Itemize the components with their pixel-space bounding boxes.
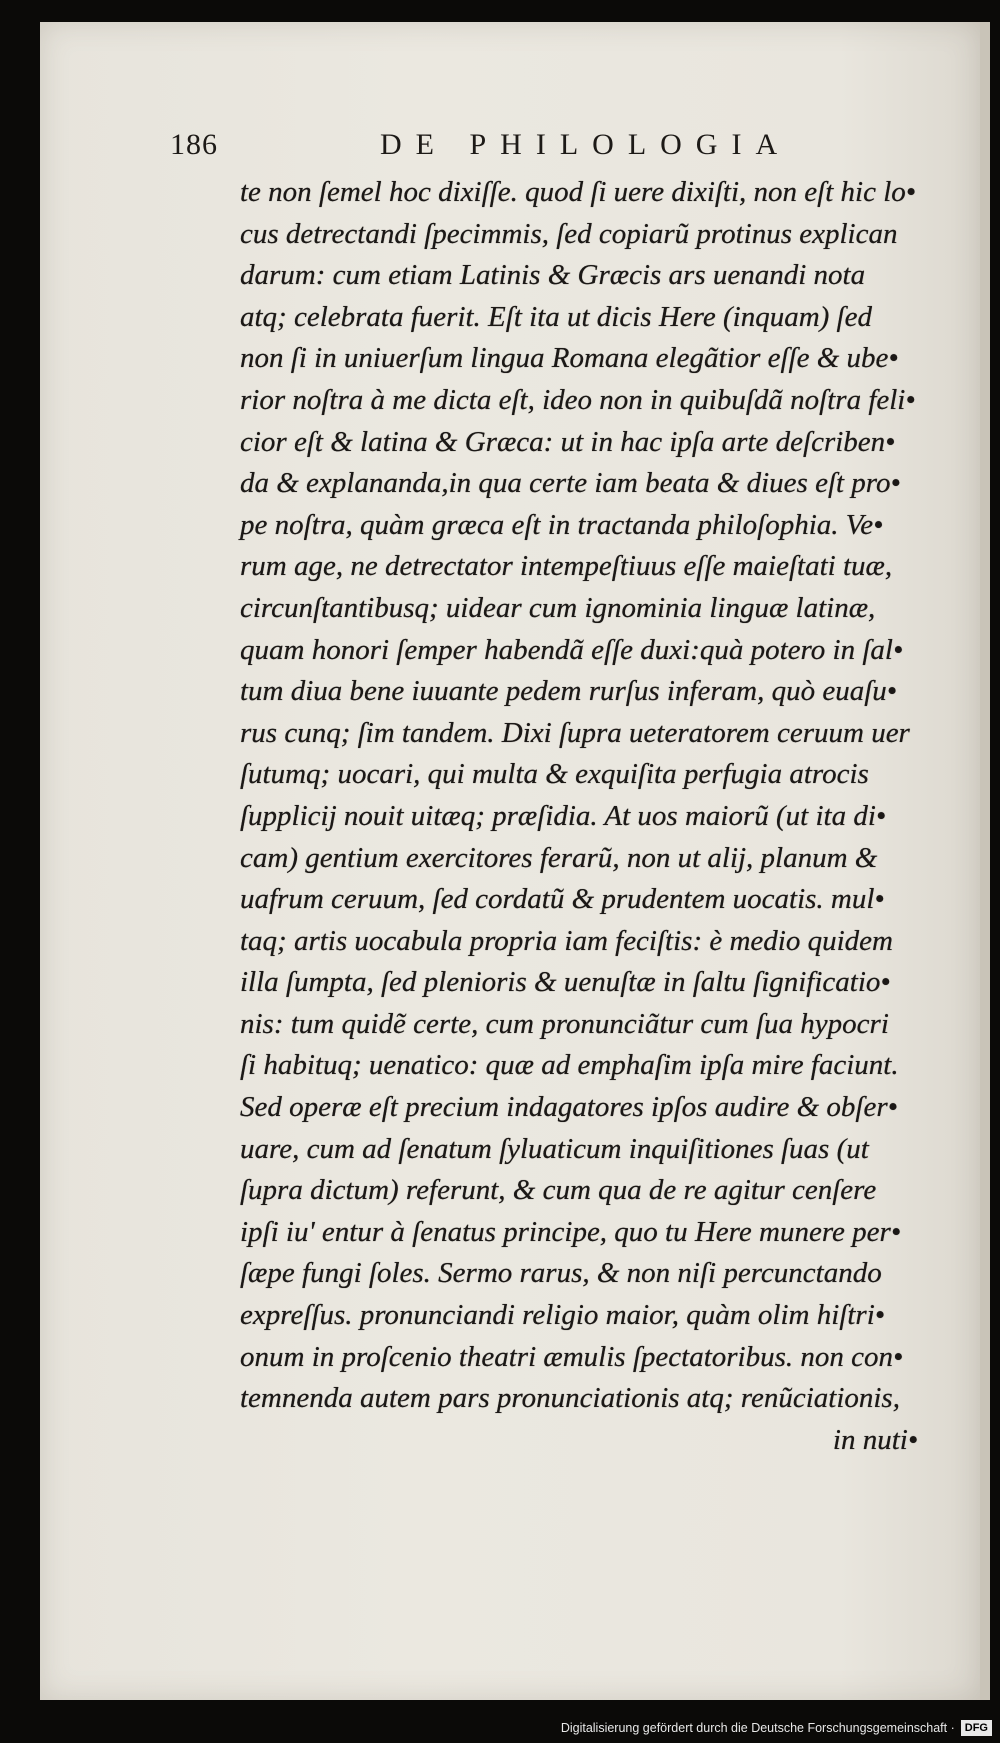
footer-credit: Digitalisierung gefördert durch die Deutsche Forschungsgemeinschaft · — [560, 1721, 955, 1735]
text-line: cam) gentium exercitores ferarũ, non ut alij, planum & — [240, 841, 878, 874]
text-line: Sed operæ eſt precium indagatores ipſos audire & obſer• — [240, 1091, 898, 1124]
text-line: quam honori ſemper habendã eſſe duxi:quà potero in ſal• — [240, 633, 904, 666]
catchword: in nuti• — [832, 1423, 918, 1456]
text-line: pe noſtra, quàm græca eſt in tractanda philoſophia. Ve• — [240, 508, 884, 541]
page-header — [170, 128, 810, 168]
text-line: ſi habituq; uenatico: quæ ad emphaſim ipſa mire faciunt. — [240, 1049, 899, 1082]
text-line: cior eſt & latina & Græca: ut in hac ipſa arte deſcriben• — [240, 425, 896, 458]
text-line: non ſi in uniuerſum lingua Romana elegãtior eſſe & ube• — [240, 342, 899, 375]
text-line: cus detrectandi ſpecimmis, ſed copiarũ protinus explican — [240, 217, 898, 250]
text-line: ſutumq; uocari, qui multa & exquiſita perfugia atrocis — [240, 758, 869, 791]
text-line: darum: cum etiam Latinis & Græcis ars uenandi nota — [240, 259, 866, 292]
text-line: rus cunq; ſim tandem. Dixi ſupra ueteratorem ceruum uer — [240, 716, 910, 749]
text-line: temnenda autem pars pronunciationis atq; renũciationis, — [240, 1382, 900, 1415]
digitization-footer — [561, 1717, 992, 1739]
text-line: ſupra dictum) referunt, & cum qua de re agitur cenſere — [240, 1174, 877, 1207]
text-line: rum age, ne detrectator intempeſtiuus eſſe maieſtati tuæ, — [240, 550, 893, 583]
text-line: illa ſumpta, ſed plenioris & uenuſtæ in ſaltu ſignificatio• — [240, 966, 891, 999]
text-line: circunſtantibusq; uidear cum ignominia linguæ latinæ, — [240, 591, 876, 624]
text-line: uare, cum ad ſenatum ſyluaticum inquiſitiones ſuas (ut — [240, 1132, 869, 1165]
text-line: onum in proſcenio theatri æmulis ſpectatoribus. non con• — [240, 1340, 904, 1373]
dfg-logo: DFG — [961, 1720, 992, 1736]
body-text — [240, 172, 940, 1461]
page-number: 186 — [170, 128, 218, 161]
text-line: te non ſemel hoc dixiſſe. quod ſi uere dixiſti, non eſt hic lo• — [240, 176, 916, 208]
text-line: ſæpe fungi ſoles. Sermo rarus, & non niſi percunctando — [240, 1257, 882, 1290]
text-line: tum diua bene iuuante pedem rurſus inferam, quò euaſu• — [240, 675, 897, 708]
text-line: rior noſtra à me dicta eſt, ideo non in quibuſdã noſtra feli• — [240, 383, 916, 416]
text-line: expreſſus. pronunciandi religio maior, quàm olim hiſtri• — [240, 1299, 885, 1332]
text-line: atq; celebrata fuerit. Eſt ita ut dicis Here (inquam) ſed — [240, 300, 872, 333]
text-line: taq; artis uocabula propria iam feciſtis: è medio quidem — [240, 924, 893, 957]
text-line: uafrum ceruum, ſed cordatũ & prudentem uocatis. mul• — [240, 883, 885, 916]
text-line: ipſi iu' entur à ſenatus principe, quo tu Here munere per• — [240, 1215, 901, 1248]
running-head: DE PHILOLOGIA — [380, 128, 792, 161]
text-line: ſupplicij nouit uitæq; præſidia. At uos maiorũ (ut ita di• — [240, 799, 887, 832]
text-line: da & explananda,in qua certe iam beata & diues eſt pro• — [240, 467, 901, 500]
text-line: nis: tum quidẽ certe, cum pronunciãtur cum ſua hypocri — [240, 1007, 889, 1040]
